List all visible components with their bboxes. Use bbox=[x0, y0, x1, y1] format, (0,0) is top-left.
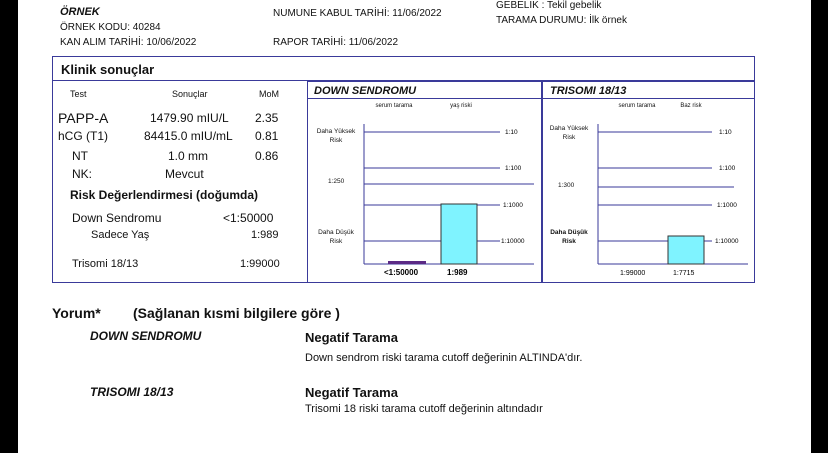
clinical-results-box bbox=[52, 56, 755, 283]
col-results-header: Sonuçlar bbox=[172, 89, 208, 99]
legend-serum: serum tarama bbox=[375, 103, 413, 109]
serum-bar-label: 1:99000 bbox=[620, 270, 646, 277]
down-comment-text: Down sendrom riski tarama cutoff değerinin ALTINDA'dır. bbox=[305, 352, 583, 364]
blood-date: KAN ALIM TARİHİ: 10/06/2022 bbox=[60, 37, 197, 48]
tick-label: 1:100 bbox=[719, 165, 736, 172]
report-page bbox=[18, 0, 811, 453]
col-test-header: Test bbox=[70, 89, 87, 99]
down-chart-svg bbox=[308, 82, 542, 282]
down-risk-label: Down Sendromu bbox=[72, 211, 162, 225]
screening-status: TARAMA DURUMU: İlk örnek bbox=[496, 15, 627, 26]
tick-label: 1:1000 bbox=[503, 202, 523, 209]
test-name: NK: bbox=[72, 167, 93, 181]
trisomy-comment-result: Negatif Tarama bbox=[305, 385, 398, 400]
base-bar-label: 1:7715 bbox=[673, 270, 695, 277]
legend-age: yaş riski bbox=[450, 103, 472, 109]
test-name: hCG (T1) bbox=[58, 129, 109, 143]
trisomy-risk-label: Trisomi 18/13 bbox=[72, 258, 139, 270]
age-risk-value: 1:989 bbox=[251, 229, 279, 241]
comment-subtitle: (Sağlanan kısmi bilgilere göre ) bbox=[133, 305, 340, 321]
tick-label: 1:100 bbox=[505, 165, 522, 172]
trisomy-chart-title: TRISOMI 18/13 bbox=[550, 85, 627, 97]
age-bar bbox=[441, 204, 477, 264]
test-name: PAPP-A bbox=[58, 110, 109, 126]
test-mom: 0.81 bbox=[255, 129, 279, 143]
legend-base: Baz risk bbox=[680, 103, 702, 109]
sample-title: ÖRNEK bbox=[60, 6, 100, 18]
down-chart-panel bbox=[307, 81, 543, 283]
down-chart-title: DOWN SENDROMU bbox=[314, 85, 417, 97]
lower-risk-label: Daha Düşük Risk bbox=[318, 229, 354, 245]
age-risk-label: Sadece Yaş bbox=[91, 229, 150, 241]
down-comment-result: Negatif Tarama bbox=[305, 330, 398, 345]
test-mom: 2.35 bbox=[255, 111, 279, 125]
col-mom-header: MoM bbox=[259, 89, 279, 99]
lower-risk-label: Daha Düşük Risk bbox=[550, 229, 588, 245]
down-comment-name: DOWN SENDROMU bbox=[90, 329, 202, 343]
accept-date: NUMUNE KABUL TARİHİ: 11/06/2022 bbox=[273, 8, 442, 19]
tick-label: 1:10 bbox=[719, 129, 732, 136]
test-result: 1479.90 mIU/L bbox=[150, 111, 229, 125]
trisomy-comment-name: TRISOMI 18/13 bbox=[90, 385, 174, 399]
serum-bar-label: <1:50000 bbox=[384, 268, 419, 277]
clinical-title: Klinik sonuçlar bbox=[61, 62, 155, 77]
cutoff-label: 1:300 bbox=[558, 182, 575, 189]
trisomy-comment-text: Trisomi 18 riski tarama cutoff değerinin altındadır bbox=[305, 403, 543, 415]
sample-code: ÖRNEK KODU: 40284 bbox=[60, 22, 161, 33]
report-date: RAPOR TARİHİ: 11/06/2022 bbox=[273, 37, 399, 48]
trisomy-chart-panel bbox=[541, 81, 755, 283]
tick-label: 1:10 bbox=[505, 129, 518, 136]
test-result: 1.0 mm bbox=[168, 149, 209, 163]
higher-risk-label: Daha Yüksek Risk bbox=[316, 128, 356, 144]
tick-label: 1:1000 bbox=[717, 202, 737, 209]
test-mom: 0.86 bbox=[255, 149, 279, 163]
serum-bar bbox=[388, 261, 426, 264]
test-name: NT bbox=[72, 149, 88, 163]
pregnancy-info: GEBELİK : Tekil gebelik bbox=[496, 0, 602, 11]
comment-title: Yorum* bbox=[52, 305, 101, 321]
trisomy-chart-svg bbox=[542, 82, 754, 282]
test-result: Mevcut bbox=[165, 167, 204, 181]
base-bar bbox=[668, 236, 704, 264]
trisomy-risk-value: 1:99000 bbox=[240, 258, 280, 270]
tick-label: 1:10000 bbox=[715, 238, 739, 245]
risk-title: Risk Değerlendirmesi (doğumda) bbox=[70, 188, 259, 202]
legend-serum: serum tarama bbox=[618, 103, 656, 109]
age-bar-label: 1:989 bbox=[447, 268, 468, 277]
tick-label: 1:10000 bbox=[501, 238, 525, 245]
higher-risk-label: Daha Yüksek Risk bbox=[549, 125, 589, 141]
down-risk-value: <1:50000 bbox=[223, 211, 274, 225]
cutoff-label: 1:250 bbox=[328, 178, 345, 185]
test-result: 84415.0 mIU/mL bbox=[144, 129, 233, 143]
